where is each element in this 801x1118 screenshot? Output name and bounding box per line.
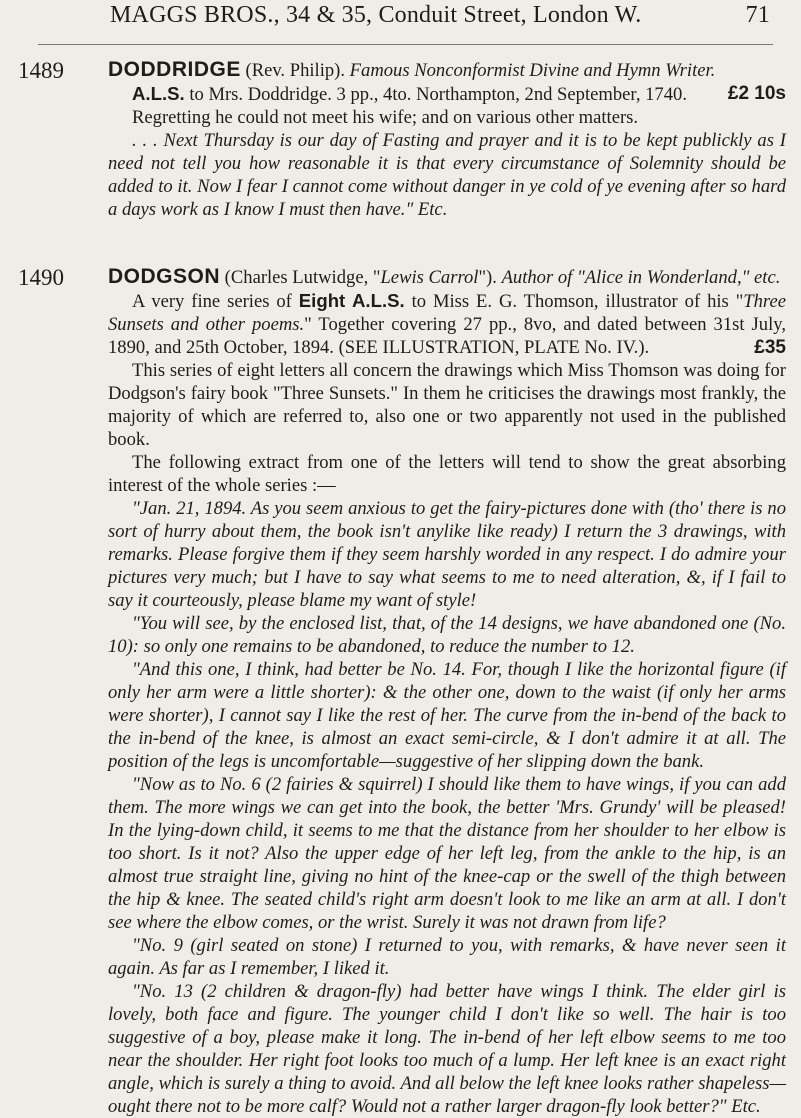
summary: Regretting he could not meet his wife; and on various other matters.	[132, 107, 639, 128]
letter-paragraph: "Now as to No. 6 (2 fairies & squirrel) I should like them to have wings, if you can add them. The more wings we can get into the book, the better 'Mrs. Grundy' will be pleased! In the lying-down child, it seems to me that the distance from her shoulder to her elbow is too short. Is it not? Also the upper edge of her left leg, from the ankle to the hip, is an almost true straight line, giving no hint of the knee-cap or the swell of the thigh between the hip & knee. The seated child's right arm doesn't look to me like an arm at all. I don't see where the elbow comes, or the wrist. Surely it was not drawn from life?	[108, 774, 786, 933]
description-lead: A very fine series of	[132, 291, 299, 312]
letter-paragraph: "And this one, I think, had better be No. 14. For, though I like the horizontal figure (if only her arm were a little shorter): & the other one, down to the waist (if only her arms were shorter), I cannot say I like the rest of her. The curve from the in-bend of the back to the in-bend of the knee, is almost an exact semi-circle, & I don't admire it at all. The position of the legs is uncomfortable—suggestive of her slipping down the bank.	[108, 659, 786, 772]
letter-paragraph: "No. 9 (girl seated on stone) I returned to you, with remarks, & have never seen it again. As far as I remember, I liked it.	[108, 935, 786, 979]
letter-paragraph: "No. 13 (2 children & dragon-fly) had better have wings I think. The elder girl is lovely, both face and figure. The younger child I don't like so well. The hair is too suggestive of a boy, please make it long. The in-bend of her left elbow seems to me too near the shoulder. Her right foot looks too much of a lump. Her left knee is an exact right angle, which is surely a thing to avoid. And all below the left knee looks rather shapeless—ought there not to be more calf? Would not a rather larger dragon-fly look better?" Etc.	[108, 981, 786, 1117]
lot-number: 1490	[18, 265, 64, 290]
publisher-line: MAGGS BROS., 34 & 35, Conduit Street, London W.	[110, 2, 642, 28]
entry-body	[108, 58, 786, 221]
letter-paragraph: "You will see, by the enclosed list, that, of the 14 designs, we have abandoned one (No. 10): so only one remains to be abandoned, to reduce the number to 12.	[108, 613, 786, 657]
letter-extract	[108, 497, 786, 1118]
pseudonym: Lewis Carrol	[380, 267, 479, 288]
author-name: DODGSON	[108, 265, 221, 288]
author-detail-end: ").	[478, 267, 497, 288]
item-description: to Mrs. Doddridge. 3 pp., 4to. Northampton, 2nd September, 1740.	[189, 84, 687, 105]
letter-paragraph: "Jan. 21, 1894. As you seem anxious to get the fairy-pictures done with (tho' there is no sort of hurry about them, the book isn't anylike like ready) I return the 3 drawings, with remarks. Please forgive them if they seem harshly worded in any respect. I do admire your pictures very much; but I have to say what seems to me to need alteration, &, if I fail to say it courteously, please blame my want of style!	[108, 498, 786, 611]
author-detail: (Rev. Philip).	[245, 60, 346, 81]
header-rule	[38, 44, 773, 45]
description-rest: to Miss E. G. Thomson, illustrator of his "	[404, 291, 744, 312]
lot-number: 1489	[18, 58, 64, 83]
price: £2 10s	[727, 83, 786, 104]
author-subtitle: Author of "Alice in Wonderland," etc.	[501, 267, 781, 288]
author-subtitle: Famous Nonconformist Divine and Hymn Writer.	[349, 60, 716, 81]
paragraph-1: This series of eight letters all concern the drawings which Miss Thomson was doing for Dodgson's fairy book "Three Sunsets." In them he criticises the drawings most frankly, the majority of which are referred to, also one or two apparently not used in the published book.	[108, 360, 786, 450]
author-name: DODDRIDGE	[108, 58, 241, 81]
author-detail: (Charles Lutwidge, "	[224, 267, 381, 288]
page-header	[110, 2, 770, 29]
item-code: Eight A.L.S.	[298, 290, 405, 311]
description-tail: " Together covering 27 pp., 8vo, and dated between 31st July, 1890, and 25th October, 1894. (SEE ILLUSTRATION, PLATE No. IV.).	[108, 314, 786, 358]
catalogue-entry-1489	[18, 58, 786, 221]
paragraph-2: The following extract from one of the letters will tend to show the great absorbing interest of the whole series :—	[108, 452, 786, 496]
item-code: A.L.S.	[132, 83, 185, 104]
catalogue-entry-1490	[18, 265, 786, 1118]
quotation: . . . Next Thursday is our day of Fasting and prayer and it is to be kept publickly as I need not tell you how reasonable it is that every circumstance of Solemnity should be added to it. Now I fear I cannot come without danger in ye cold of ye evening after so hard a days work as I know I must then have." Etc.	[108, 130, 786, 220]
book-title: Three Sunsets and other poems.	[108, 291, 786, 335]
page-number: 71	[745, 2, 770, 28]
entry-body	[108, 265, 786, 1118]
price: £35	[754, 337, 786, 358]
